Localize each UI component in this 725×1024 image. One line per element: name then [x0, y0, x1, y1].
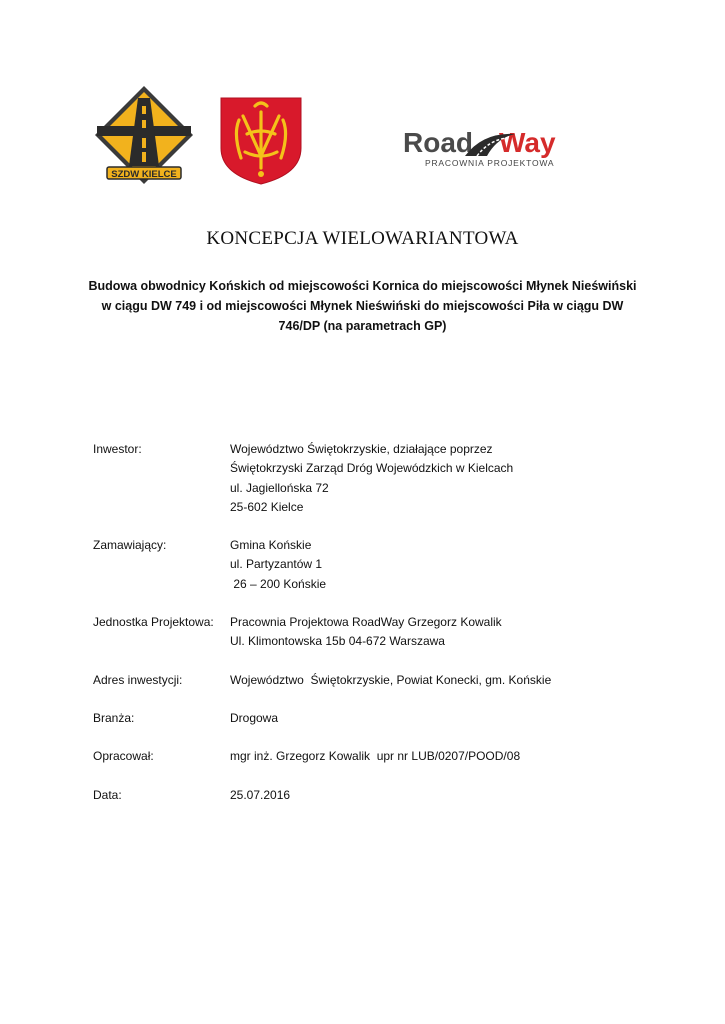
info-value: [230, 671, 653, 690]
info-value: [230, 440, 653, 517]
info-value-line: ul. Jagiellońska 72: [230, 480, 329, 495]
info-row-inwestor: [93, 440, 653, 517]
info-row-adres-inwestycji: [93, 671, 653, 690]
roadway-logo: [403, 128, 603, 172]
document-title: KONCEPCJA WIELOWARIANTOWA: [206, 228, 519, 249]
info-value-line: Województwo Świętokrzyskie, Powiat Konecki, gm. Końskie: [230, 672, 552, 687]
info-value: [230, 536, 653, 594]
roadway-way-text: Way: [499, 127, 556, 158]
info-label: Inwestor:: [93, 442, 142, 456]
info-value-line: Ul. Klimontowska 15b 04-672 Warszawa: [230, 634, 445, 649]
info-value: [230, 747, 653, 766]
info-label: Jednostka Projektowa:: [93, 615, 214, 630]
coat-of-arms-logo: [217, 94, 305, 186]
logo-row: [0, 80, 725, 190]
info-row-data: [93, 786, 653, 805]
roadway-subtitle: PRACOWNIA PROJEKTOWA: [425, 158, 555, 168]
sdzw-logo-text: SZDW KIELCE: [111, 169, 177, 180]
subtitle-line: w ciągu DW 749 i od miejscowości Młynek Nieświński do miejscowości Piła w ciągu DW: [101, 299, 624, 313]
info-row-branza: [93, 709, 653, 728]
info-value-line: 25.07.2016: [230, 787, 291, 802]
info-row-zamawiajacy: [93, 536, 653, 594]
info-row-jednostka-projektowa: [93, 613, 653, 652]
info-value-line: Drogowa: [230, 710, 279, 725]
info-row-opracowal: [93, 747, 653, 766]
roadway-swoosh-icon: [463, 130, 519, 158]
info-value-line: Województwo Świętokrzyskie, działające poprzez: [230, 442, 493, 456]
info-label: Opracował:: [93, 749, 154, 764]
project-info: [93, 440, 653, 805]
info-value-line: mgr inż. Grzegorz Kowalik upr nr LUB/0207/POOD/08: [230, 749, 521, 764]
info-label: Zamawiający:: [93, 538, 167, 553]
roadway-road-text: Road: [403, 127, 473, 158]
sdzw-kielce-logo: [93, 84, 195, 186]
info-value-line: ul. Partyzantów 1: [230, 557, 323, 572]
document-subtitle: [80, 276, 645, 336]
info-value-line: 26 – 200 Końskie: [230, 576, 327, 591]
info-value: [230, 613, 653, 652]
info-value-line: Świętokrzyski Zarząd Dróg Wojewódzkich w Kielcach: [230, 461, 514, 476]
info-value-line: Gmina Końskie: [230, 538, 312, 553]
info-value-line: 25-602 Kielce: [230, 499, 304, 514]
info-value-line: Pracownia Projektowa RoadWay Grzegorz Kowalik: [230, 615, 502, 630]
info-label: Adres inwestycji:: [93, 672, 183, 687]
info-label: Data:: [93, 787, 122, 802]
info-value: [230, 786, 653, 805]
subtitle-line: Budowa obwodnicy Końskich od miejscowości Kornica do miejscowości Młynek Nieświński: [88, 279, 637, 293]
info-value: [230, 709, 653, 728]
subtitle-line: 746/DP (na parametrach GP): [278, 319, 447, 333]
info-label: Branża:: [93, 710, 135, 725]
